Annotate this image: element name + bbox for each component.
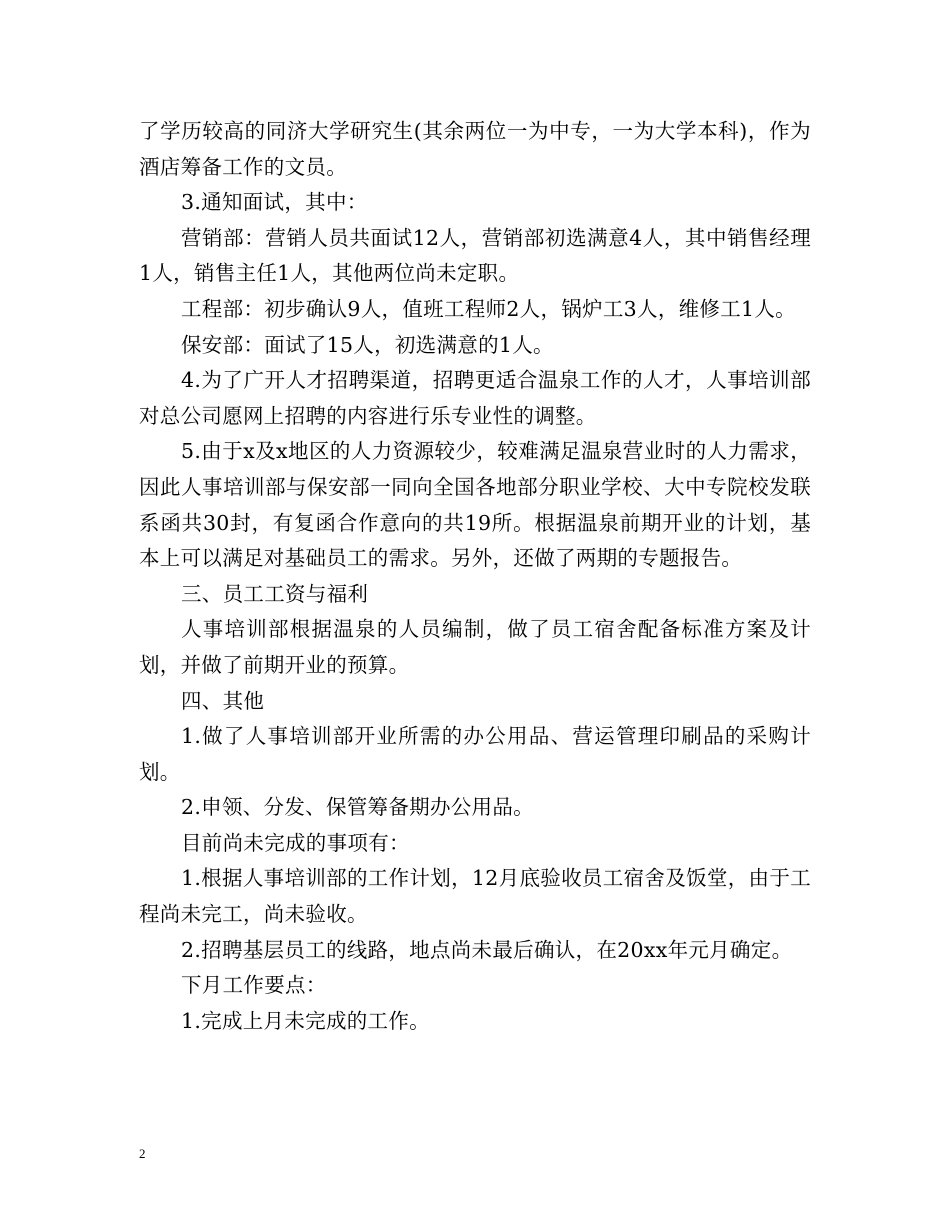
paragraph: 人事培训部根据温泉的人员编制，做了员工宿舍配备标准方案及计划，并做了前期开业的预算。 (139, 617, 811, 677)
section-heading: 三、员工工资与福利 (181, 581, 369, 606)
paragraph: 2.招聘基层员工的线路，地点尚未最后确认，在20xx年元月确定。 (181, 937, 793, 962)
paragraph: 4.为了广开人才招聘渠道，招聘更适合温泉工作的人才，人事培训部对总公司愿网上招聘的内容进行乐专业性的调整。 (139, 368, 811, 428)
paragraph: 保安部：面试了15人，初选满意的1人。 (181, 332, 554, 357)
paragraph: 1.根据人事培训部的工作计划，12月底验收员工宿舍及饭堂，由于工程尚未完工，尚未验收。 (139, 866, 811, 927)
paragraph: 1.完成上月未完成的工作。 (181, 1008, 430, 1033)
section-heading: 四、其他 (181, 688, 265, 713)
paragraph: 工程部：初步确认9人，值班工程师2人，锅炉工3人，维修工1人。 (181, 296, 796, 321)
page-number: 2 (139, 1146, 146, 1161)
paragraph: 下月工作要点： (181, 973, 327, 998)
paragraph: 2.申领、分发、保管筹备期办公用品。 (181, 795, 534, 820)
paragraph: 目前尚未完成的事项有： (181, 830, 410, 855)
document-body (139, 114, 811, 1039)
paragraph: 营销部：营销人员共面试12人，营销部初选满意4人，其中销售经理1人，销售主任1人，其他两位尚未定职。 (139, 225, 811, 286)
paragraph: 了学历较高的同济大学研究生(其余两位一为中专，一为大学本科)，作为酒店筹备工作的文员。 (139, 119, 811, 179)
paragraph: 3.通知面试，其中： (181, 190, 368, 215)
paragraph: 5.由于x及x地区的人力资源较少，较难满足温泉营业时的人力需求，因此人事培训部与保安部一同向全国各地部分职业学校、大中专院校发联系函共30封，有复函合作意向的共19所。根据温泉前期开业的计划，基本上可以满足对基础员工的需求。另外，还做了两期的专题报告。 (139, 439, 811, 571)
paragraph: 1.做了人事培训部开业所需的办公用品、营运管理印刷品的采购计划。 (139, 724, 811, 784)
